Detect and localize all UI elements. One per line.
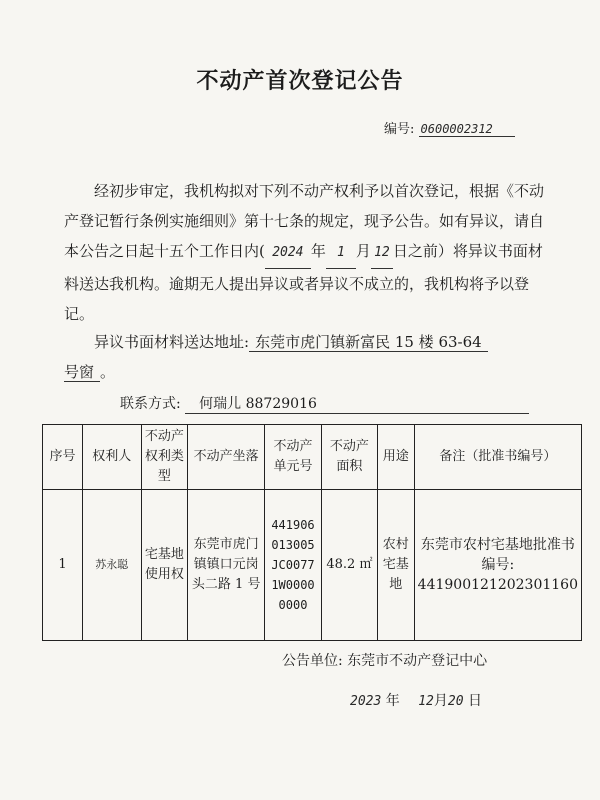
table-header-row bbox=[43, 425, 582, 490]
paragraph-text-2: 之前）将异议书面材料送达我机构。逾期无人提出异议或者异议不成立的，我机构将予以登记。 bbox=[64, 242, 543, 323]
serial-label: 编号: bbox=[384, 122, 415, 137]
cell-note: 东莞市农村宅基地批准书编号: 441900121202301160 bbox=[414, 490, 581, 641]
date-day-suffix: 日 bbox=[467, 693, 482, 709]
unit-value: 东莞市不动产登记中心 bbox=[347, 653, 488, 669]
header-note: 备注（批准书编号） bbox=[414, 425, 581, 490]
page-title: 不动产首次登记公告 bbox=[196, 69, 404, 94]
header-right-type: 不动产权利类型 bbox=[141, 425, 188, 490]
header-unit-no: 不动产单元号 bbox=[265, 425, 322, 490]
cell-location: 东莞市虎门镇镇口元岗头二路 1 号 bbox=[188, 490, 265, 641]
deadline-day: 12 bbox=[371, 238, 393, 269]
date-day: 20 bbox=[447, 694, 464, 709]
contact-line bbox=[120, 393, 529, 414]
cell-use: 农村宅基地 bbox=[377, 490, 414, 641]
address-value-cont: 号窗 bbox=[64, 363, 100, 382]
cell-index: 1 bbox=[43, 490, 83, 641]
cell-right-type: 宅基地使用权 bbox=[141, 490, 188, 641]
address-end: 。 bbox=[100, 363, 116, 381]
registration-table bbox=[42, 424, 582, 641]
day-suffix: 日 bbox=[392, 242, 408, 260]
issue-date bbox=[350, 690, 482, 710]
cell-unit-no: 441906013005JC00771W00000000 bbox=[265, 490, 322, 641]
date-year-suffix: 年 bbox=[385, 693, 400, 709]
header-location: 不动产坐落 bbox=[188, 425, 265, 490]
cell-area: 48.2 ㎡ bbox=[321, 490, 377, 641]
month-suffix: 月 bbox=[355, 242, 371, 260]
date-month: 12 bbox=[418, 694, 434, 709]
year-suffix: 年 bbox=[310, 242, 326, 260]
unit-label: 公告单位: bbox=[282, 653, 343, 669]
cell-owner: 苏永聪 bbox=[83, 490, 141, 641]
deadline-month: 1 bbox=[326, 238, 356, 269]
table-row bbox=[43, 490, 582, 641]
header-use: 用途 bbox=[377, 425, 414, 490]
header-area: 不动产面积 bbox=[321, 425, 377, 490]
address-value: 东莞市虎门镇新富民 15 楼 63-64 bbox=[249, 333, 488, 352]
date-year: 2023 bbox=[350, 694, 382, 709]
objection-address bbox=[64, 327, 550, 387]
header-index: 序号 bbox=[43, 425, 83, 490]
serial-value: 0600002312 bbox=[419, 122, 515, 137]
contact-value: 何瑞儿 88729016 bbox=[185, 393, 529, 414]
contact-label: 联系方式: bbox=[120, 396, 181, 412]
issuing-unit bbox=[282, 650, 487, 670]
notice-paragraph bbox=[64, 176, 550, 329]
header-owner: 权利人 bbox=[83, 425, 141, 490]
address-label: 异议书面材料送达地址: bbox=[94, 333, 250, 351]
paragraph-text-1: 经初步审定，我机构拟对下列不动产权利予以首次登记，根据《不动产登记暂行条例实施细则》第十七条的规定，现予公告。如有异议，请自本公告之日起十五个工作日内( bbox=[64, 182, 545, 260]
serial-number bbox=[384, 118, 515, 137]
date-month-suffix: 月 bbox=[433, 693, 448, 709]
deadline-year: 2024 bbox=[265, 238, 311, 269]
